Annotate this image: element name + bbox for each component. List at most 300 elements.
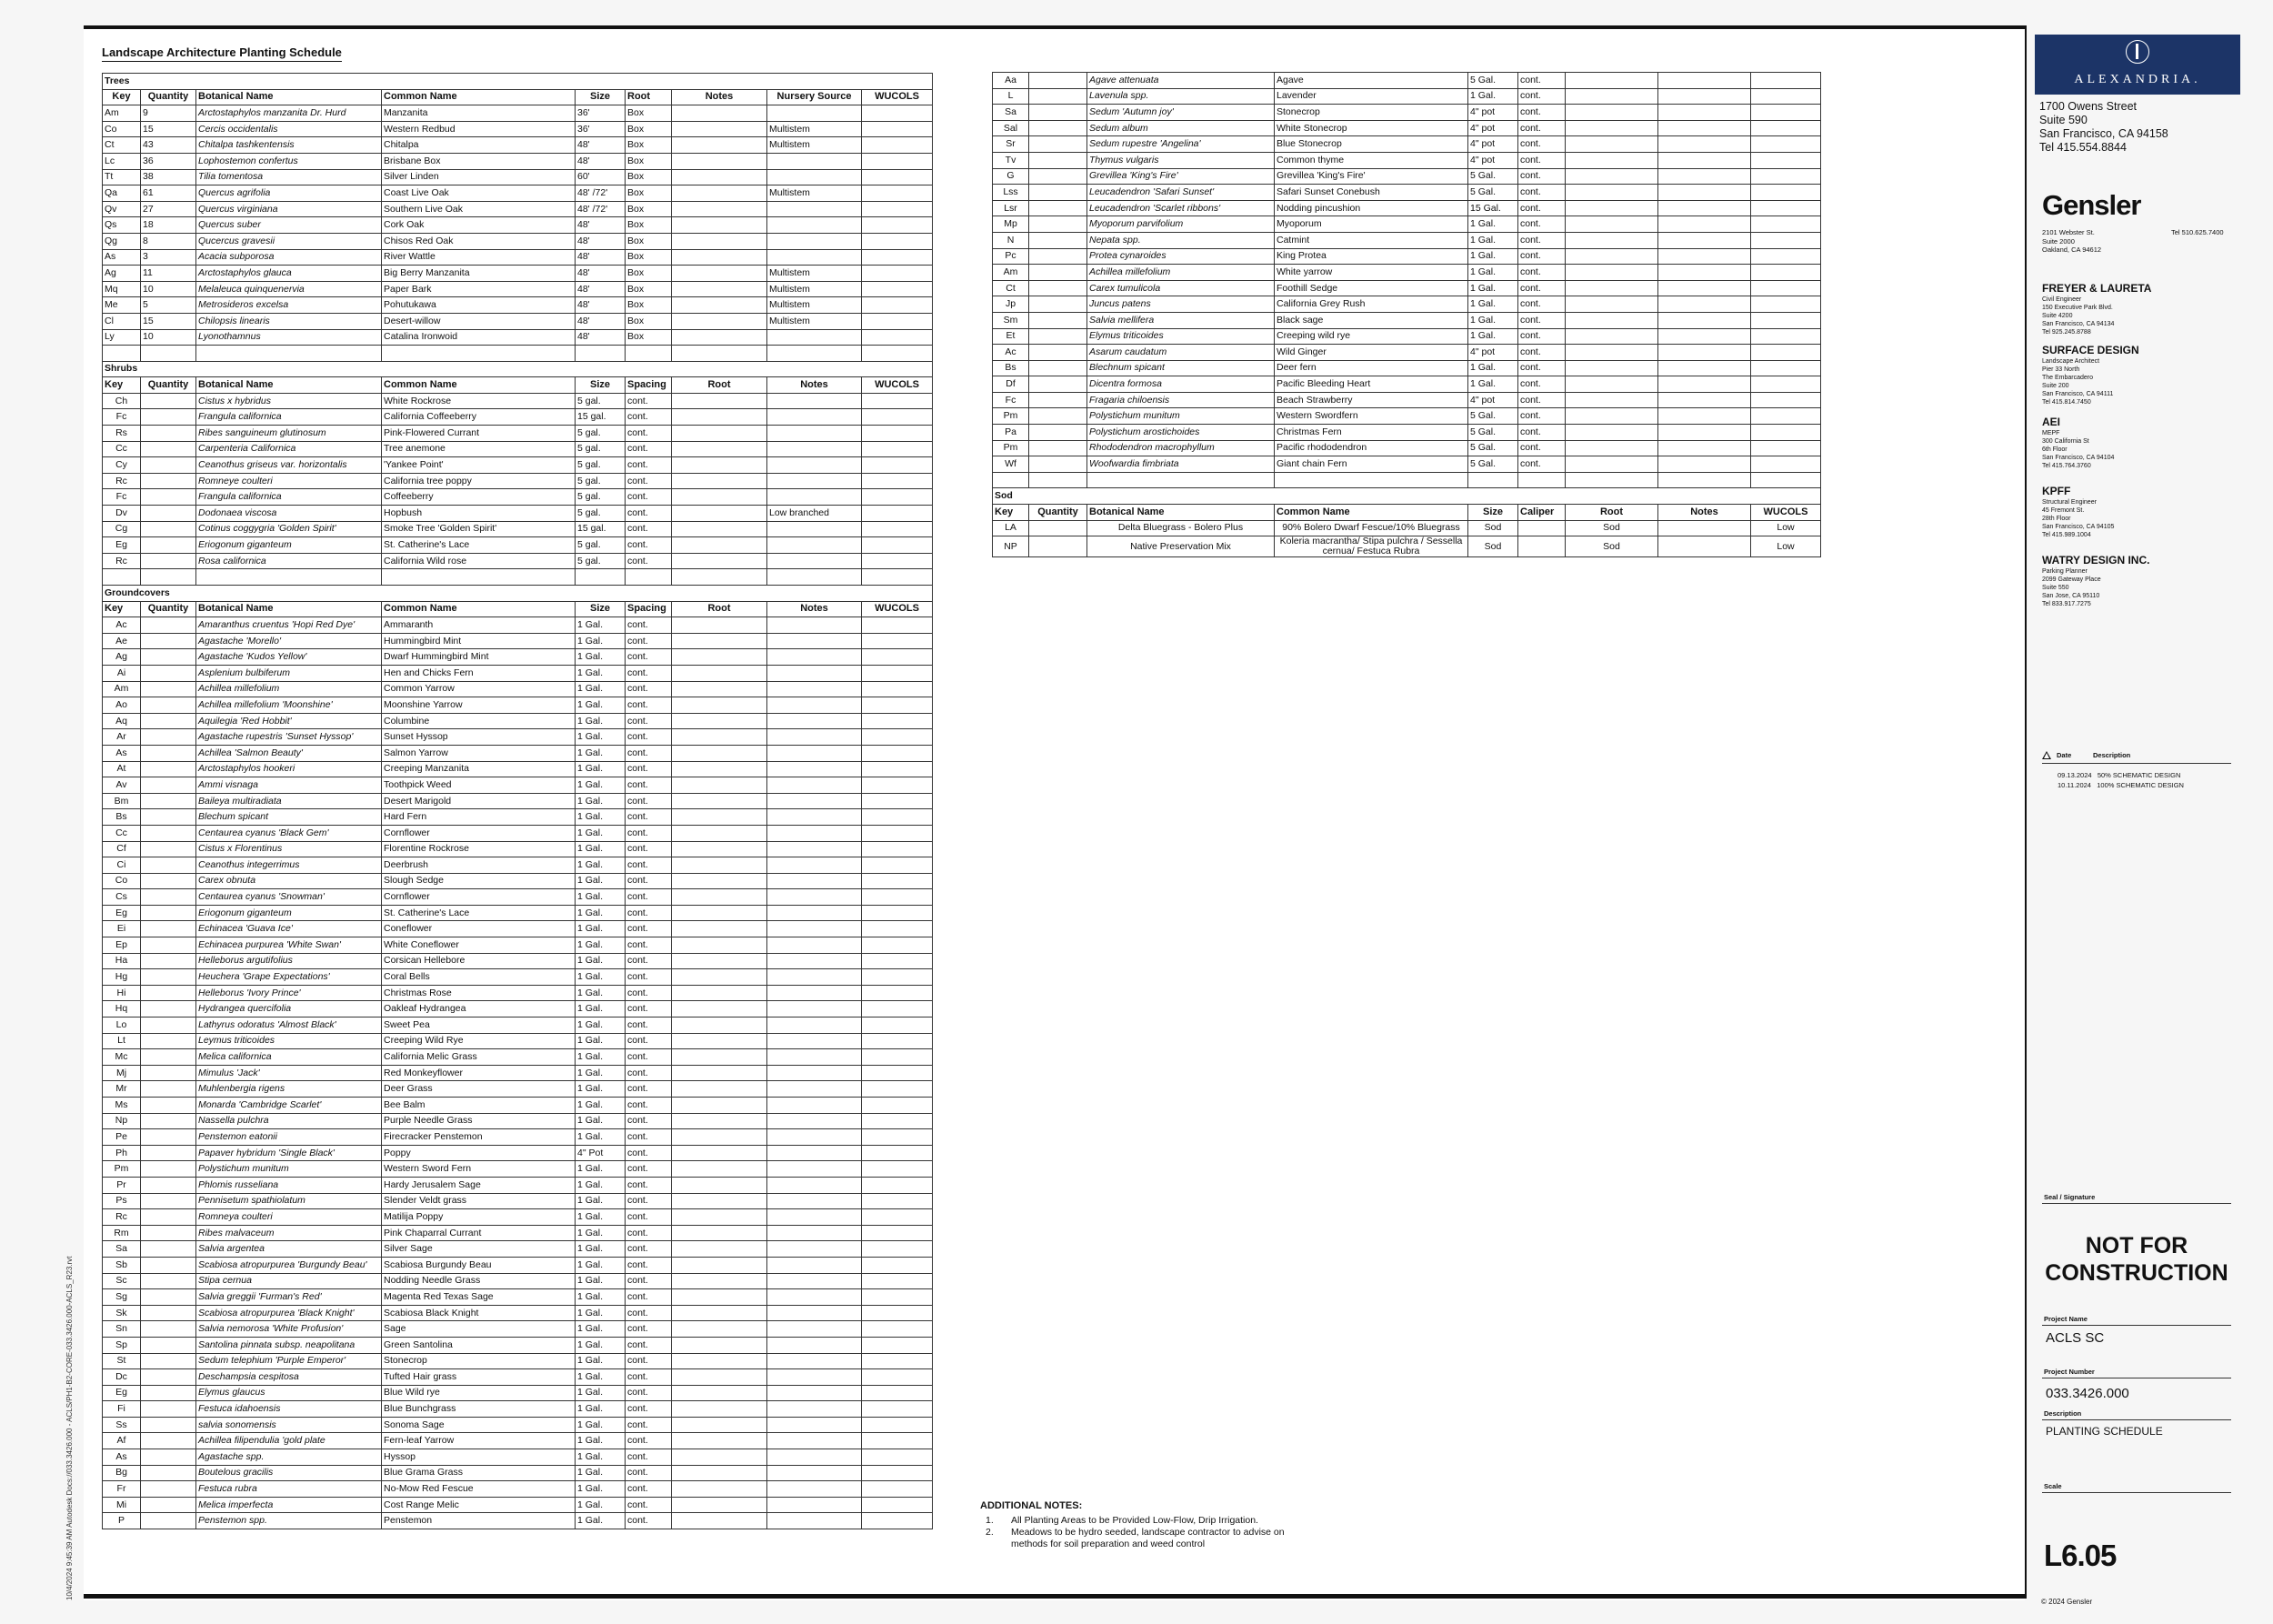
blank-row [993, 472, 1821, 488]
table-cell: Ai [103, 665, 141, 681]
table-cell: 1 Gal. [576, 841, 626, 857]
table-cell: 15 gal. [576, 409, 626, 426]
table-cell: 1 Gal. [576, 1177, 626, 1193]
table-cell: 1 Gal. [576, 1098, 626, 1114]
table-cell: Fc [993, 392, 1029, 408]
table-cell: Grevillea 'King's Fire' [1275, 168, 1468, 185]
table-cell: Fragaria chiloensis [1087, 392, 1275, 408]
table-cell [1029, 312, 1087, 328]
consultant-line: 300 California St [2042, 438, 2089, 445]
table-cell: Metrosideros excelsa [196, 297, 382, 314]
table-cell: salvia sonomensis [196, 1417, 382, 1433]
table-cell [141, 633, 196, 649]
table-cell: 43 [141, 137, 196, 154]
table-cell: Blue Stonecrop [1275, 136, 1468, 153]
table-cell: River Wattle [382, 249, 576, 266]
table-cell: Sedum album [1087, 120, 1275, 136]
table-cell: cont. [626, 649, 672, 666]
project-number: 033.3426.000 [2046, 1386, 2129, 1401]
table-cell [1029, 425, 1087, 441]
table-cell [672, 521, 767, 537]
table-cell [1566, 248, 1658, 265]
table-cell [672, 233, 767, 249]
table-row [103, 473, 933, 489]
table-cell: cont. [626, 1049, 672, 1066]
table-cell [672, 729, 767, 746]
table-cell [767, 1145, 862, 1161]
table-cell [862, 185, 933, 202]
table-cell: cont. [626, 1113, 672, 1129]
table-cell [672, 713, 767, 729]
table-cell: Cercis occidentalis [196, 121, 382, 137]
table-cell: 48' [576, 281, 626, 297]
table-cell [767, 745, 862, 761]
table-cell: cont. [626, 537, 672, 554]
column-header: Size [1468, 505, 1518, 521]
table-row [103, 841, 933, 857]
table-row [103, 521, 933, 537]
table-cell: cont. [626, 1177, 672, 1193]
table-cell: 1 Gal. [1468, 88, 1518, 105]
table-cell [141, 1497, 196, 1513]
table-cell: 1 Gal. [576, 697, 626, 714]
table-row [103, 1305, 933, 1321]
table-row [993, 73, 1821, 89]
table-row [103, 393, 933, 409]
table-cell: 15 gal. [576, 521, 626, 537]
table-cell [672, 201, 767, 217]
table-cell: Sk [103, 1305, 141, 1321]
table-cell [862, 1369, 933, 1386]
table-cell [1751, 345, 1821, 361]
table-cell [862, 649, 933, 666]
table-cell [767, 537, 862, 554]
table-cell [1658, 425, 1751, 441]
table-cell: Sr [993, 136, 1029, 153]
architect-tel: Tel 510.625.7400 [2171, 228, 2224, 236]
table-cell: Cy [103, 457, 141, 474]
table-cell: Ribes sanguineum glutinosum [196, 426, 382, 442]
table-cell [1518, 520, 1566, 536]
table-cell [1566, 360, 1658, 376]
table-row [993, 232, 1821, 248]
table-cell [862, 681, 933, 697]
table-cell: 1 Gal. [576, 937, 626, 954]
table-cell [672, 1257, 767, 1273]
table-cell: 1 Gal. [1468, 312, 1518, 328]
table-cell [767, 1417, 862, 1433]
table-cell: Heuchera 'Grape Expectations' [196, 969, 382, 986]
table-cell: 1 Gal. [576, 761, 626, 777]
table-cell: Deer fern [1275, 360, 1468, 376]
consultant-line: 28th Floor [2042, 516, 2071, 522]
table-cell: 48' [576, 297, 626, 314]
table-cell: Oakleaf Hydrangea [382, 1001, 576, 1018]
table-cell [141, 873, 196, 889]
table-cell [862, 441, 933, 457]
table-cell: 1 Gal. [576, 1321, 626, 1338]
table-cell [1751, 392, 1821, 408]
table-cell: 5 gal. [576, 457, 626, 474]
table-cell: cont. [626, 1161, 672, 1178]
table-cell: Agave attenuata [1087, 73, 1275, 89]
table-row [103, 266, 933, 282]
table-cell: Western Sword Fern [382, 1161, 576, 1178]
table-cell: Cost Range Melic [382, 1497, 576, 1513]
table-cell: Low [1751, 520, 1821, 536]
table-cell [862, 281, 933, 297]
table-cell [1566, 296, 1658, 313]
table-cell [1658, 185, 1751, 201]
table-cell [862, 953, 933, 969]
table-cell: cont. [1518, 456, 1566, 473]
table-cell: Co [103, 121, 141, 137]
table-cell: Multistem [767, 266, 862, 282]
table-row [103, 905, 933, 921]
table-row [103, 713, 933, 729]
table-cell [862, 809, 933, 826]
table-row [103, 1177, 933, 1193]
table-cell [862, 506, 933, 522]
table-cell: Magenta Red Texas Sage [382, 1289, 576, 1306]
table-cell: Box [626, 329, 672, 346]
table-cell: Sedum rupestre 'Angelina' [1087, 136, 1275, 153]
table-cell: 5 gal. [576, 441, 626, 457]
table-cell [672, 1305, 767, 1321]
table-cell [141, 857, 196, 874]
table-cell [141, 457, 196, 474]
column-header: Size [576, 89, 626, 105]
table-cell [141, 1289, 196, 1306]
table-cell [672, 266, 767, 282]
table-cell: Agastache 'Kudos Yellow' [196, 649, 382, 666]
table-row [103, 121, 933, 137]
table-cell [672, 281, 767, 297]
table-cell: Carex tumulicola [1087, 280, 1275, 296]
table-cell: Sage [382, 1321, 576, 1338]
table-cell: Tt [103, 169, 141, 185]
table-cell: 1 Gal. [576, 1369, 626, 1386]
table-cell [1566, 200, 1658, 216]
table-cell: Dicentra formosa [1087, 376, 1275, 393]
table-cell [141, 1321, 196, 1338]
table-cell [767, 1081, 862, 1098]
table-cell: cont. [626, 889, 672, 906]
table-cell [767, 793, 862, 809]
table-cell [1566, 280, 1658, 296]
table-cell [672, 137, 767, 154]
table-cell: 'Yankee Point' [382, 457, 576, 474]
table-cell [1751, 328, 1821, 345]
table-cell [1658, 200, 1751, 216]
table-cell: NP [993, 536, 1029, 557]
table-cell [862, 266, 933, 282]
table-cell: Silver Sage [382, 1241, 576, 1258]
table-cell [1029, 328, 1087, 345]
table-cell: 5 [141, 297, 196, 314]
table-cell [141, 761, 196, 777]
table-cell: White Stonecrop [1275, 120, 1468, 136]
column-header: Size [576, 377, 626, 394]
table-cell: 1 Gal. [576, 809, 626, 826]
table-cell [672, 633, 767, 649]
table-cell [767, 1513, 862, 1529]
table-cell [767, 329, 862, 346]
table-cell: cont. [1518, 152, 1566, 168]
table-cell: 1 Gal. [576, 1385, 626, 1401]
table-cell [1658, 120, 1751, 136]
table-cell: cont. [626, 1449, 672, 1466]
table-cell: 27 [141, 201, 196, 217]
table-cell [141, 681, 196, 697]
table-cell: 38 [141, 169, 196, 185]
table-cell: cont. [626, 553, 672, 569]
table-cell [141, 1481, 196, 1498]
table-cell [862, 521, 933, 537]
table-cell: Christmas Fern [1275, 425, 1468, 441]
table-row [103, 1353, 933, 1369]
table-cell: Sunset Hyssop [382, 729, 576, 746]
table-cell: As [103, 745, 141, 761]
table-cell: Quercus virginiana [196, 201, 382, 217]
table-cell: Box [626, 137, 672, 154]
table-cell: Matilija Poppy [382, 1209, 576, 1226]
table-cell: Sod [1566, 536, 1658, 557]
table-cell: cont. [626, 1225, 672, 1241]
table-cell [1658, 456, 1751, 473]
table-cell: cont. [626, 1209, 672, 1226]
table-cell: 1 Gal. [576, 617, 626, 634]
table-row [103, 1417, 933, 1433]
table-cell: cont. [1518, 185, 1566, 201]
table-cell: California Melic Grass [382, 1049, 576, 1066]
table-cell: Penstemon eatonii [196, 1129, 382, 1146]
table-cell: 5 Gal. [1468, 425, 1518, 441]
sheet-border-bottom [84, 1594, 2025, 1599]
table-cell: 8 [141, 233, 196, 249]
table-cell [1658, 216, 1751, 233]
table-cell [672, 921, 767, 937]
table-cell: Agastache rupestris 'Sunset Hyssop' [196, 729, 382, 746]
table-cell [862, 1481, 933, 1498]
table-cell: cont. [626, 777, 672, 794]
table-cell [767, 1193, 862, 1209]
table-cell: Melica californica [196, 1049, 382, 1066]
table-row [993, 360, 1821, 376]
table-cell [767, 217, 862, 234]
table-cell: cont. [626, 1385, 672, 1401]
additional-notes [980, 1500, 1307, 1550]
table-cell: Delta Bluegrass - Bolero Plus [1087, 520, 1275, 536]
table-cell [672, 329, 767, 346]
table-cell [1029, 248, 1087, 265]
table-cell [141, 1449, 196, 1466]
table-cell [862, 793, 933, 809]
table-cell [141, 1145, 196, 1161]
table-row [103, 649, 933, 666]
table-cell: 5 Gal. [1468, 168, 1518, 185]
table-cell: cont. [626, 937, 672, 954]
table-cell: 1 Gal. [576, 1401, 626, 1418]
table-cell [1658, 296, 1751, 313]
table-cell [862, 1241, 933, 1258]
table-cell: Ceanothus griseus var. horizontalis [196, 457, 382, 474]
table-cell: Elymus glaucus [196, 1385, 382, 1401]
column-header: Notes [767, 377, 862, 394]
table-cell [1751, 185, 1821, 201]
table-cell: cont. [626, 1433, 672, 1449]
table-row [103, 617, 933, 634]
table-cell: Blechnum spicant [1087, 360, 1275, 376]
table-cell: 48' [576, 153, 626, 169]
table-cell [862, 1161, 933, 1178]
table-cell: Pacific Bleeding Heart [1275, 376, 1468, 393]
column-header: Botanical Name [196, 89, 382, 105]
table-cell [862, 473, 933, 489]
table-cell: 1 Gal. [1468, 296, 1518, 313]
column-header: Common Name [382, 89, 576, 105]
table-cell [767, 457, 862, 474]
table-cell [862, 857, 933, 874]
table-cell: Fc [103, 409, 141, 426]
table-cell: Green Santolina [382, 1337, 576, 1353]
table-cell: cont. [626, 729, 672, 746]
consultant-line: Pier 33 North [2042, 366, 2080, 373]
table-cell [1566, 440, 1658, 456]
section-title: Sod [993, 488, 1821, 505]
table-cell [862, 1385, 933, 1401]
blank-row [103, 569, 933, 586]
table-cell [862, 297, 933, 314]
table-cell: Pacific rhododendron [1275, 440, 1468, 456]
table-cell: Papaver hybridum 'Single Black' [196, 1145, 382, 1161]
table-cell: cont. [626, 761, 672, 777]
table-cell: 1 Gal. [576, 633, 626, 649]
table-cell [141, 969, 196, 986]
table-cell: Sc [103, 1273, 141, 1289]
table-cell: 5 gal. [576, 506, 626, 522]
table-cell: cont. [626, 681, 672, 697]
table-cell: Sal [993, 120, 1029, 136]
table-cell: 1 Gal. [576, 921, 626, 937]
table-cell: cont. [626, 1193, 672, 1209]
table-cell: 5 Gal. [1468, 73, 1518, 89]
table-cell: Slough Sedge [382, 873, 576, 889]
table-cell: Echinacea 'Guava Ice' [196, 921, 382, 937]
table-cell: Box [626, 153, 672, 169]
table-cell [141, 1225, 196, 1241]
table-cell: cont. [626, 521, 672, 537]
table-row [103, 553, 933, 569]
table-cell [1751, 152, 1821, 168]
table-cell [1751, 296, 1821, 313]
table-cell: Big Berry Manzanita [382, 266, 576, 282]
table-cell: No-Mow Red Fescue [382, 1481, 576, 1498]
table-cell: 1 Gal. [576, 1001, 626, 1018]
table-cell: Multistem [767, 121, 862, 137]
table-cell: 15 Gal. [1468, 200, 1518, 216]
table-row [103, 313, 933, 329]
column-header: Botanical Name [1087, 505, 1275, 521]
table-cell [141, 409, 196, 426]
table-cell [862, 1113, 933, 1129]
table-cell [672, 793, 767, 809]
table-cell [1566, 456, 1658, 473]
table-cell: 5 Gal. [1468, 408, 1518, 425]
table-cell: Western Redbud [382, 121, 576, 137]
table-cell: Ceanothus integerrimus [196, 857, 382, 874]
consultant-line: Civil Engineer [2042, 296, 2082, 303]
table-cell [1751, 248, 1821, 265]
table-cell: Cc [103, 441, 141, 457]
table-cell: Thymus vulgaris [1087, 152, 1275, 168]
table-cell [767, 665, 862, 681]
table-cell: Protea cynaroides [1087, 248, 1275, 265]
table-row [103, 745, 933, 761]
table-cell: Qa [103, 185, 141, 202]
table-cell: Chisos Red Oak [382, 233, 576, 249]
table-cell [862, 1129, 933, 1146]
consultant-block [2042, 554, 2149, 608]
table-row [993, 345, 1821, 361]
table-cell: Agastache 'Morello' [196, 633, 382, 649]
table-row [103, 489, 933, 506]
table-cell: Am [993, 265, 1029, 281]
table-cell: Leucadendron 'Scarlet ribbons' [1087, 200, 1275, 216]
table-cell [767, 1001, 862, 1018]
revision-header: Date Description [2042, 751, 2231, 764]
table-cell: cont. [626, 745, 672, 761]
table-cell: Festuca rubra [196, 1481, 382, 1498]
planting-schedule-table [102, 73, 933, 1529]
table-cell: Moonshine Yarrow [382, 697, 576, 714]
table-cell: Scabiosa Burgundy Beau [382, 1257, 576, 1273]
table-cell [672, 1145, 767, 1161]
table-cell: cont. [626, 1098, 672, 1114]
table-cell [767, 553, 862, 569]
consultant-line: Parking Planner [2042, 568, 2088, 575]
table-cell: cont. [1518, 265, 1566, 281]
table-cell: Stonecrop [1275, 105, 1468, 121]
table-cell: cont. [626, 1497, 672, 1513]
table-cell [767, 921, 862, 937]
table-cell [862, 137, 933, 154]
notes-title: ADDITIONAL NOTES: [980, 1500, 1083, 1511]
table-cell [862, 553, 933, 569]
table-cell [141, 1241, 196, 1258]
table-cell: Acacia subporosa [196, 249, 382, 266]
table-cell [672, 1161, 767, 1178]
table-cell [1029, 185, 1087, 201]
table-cell: Salmon Yarrow [382, 745, 576, 761]
table-cell: Fr [103, 1481, 141, 1498]
table-row [103, 681, 933, 697]
table-cell: 4" pot [1468, 345, 1518, 361]
table-cell: 48' [576, 217, 626, 234]
table-row [103, 1193, 933, 1209]
table-cell [767, 1369, 862, 1386]
table-cell: Multistem [767, 137, 862, 154]
table-cell: Ac [103, 617, 141, 634]
table-row [103, 426, 933, 442]
table-row [993, 392, 1821, 408]
table-cell: 1 Gal. [576, 713, 626, 729]
table-cell [862, 713, 933, 729]
table-cell: As [103, 249, 141, 266]
table-row [103, 457, 933, 474]
table-cell [141, 729, 196, 746]
table-cell [141, 1098, 196, 1114]
